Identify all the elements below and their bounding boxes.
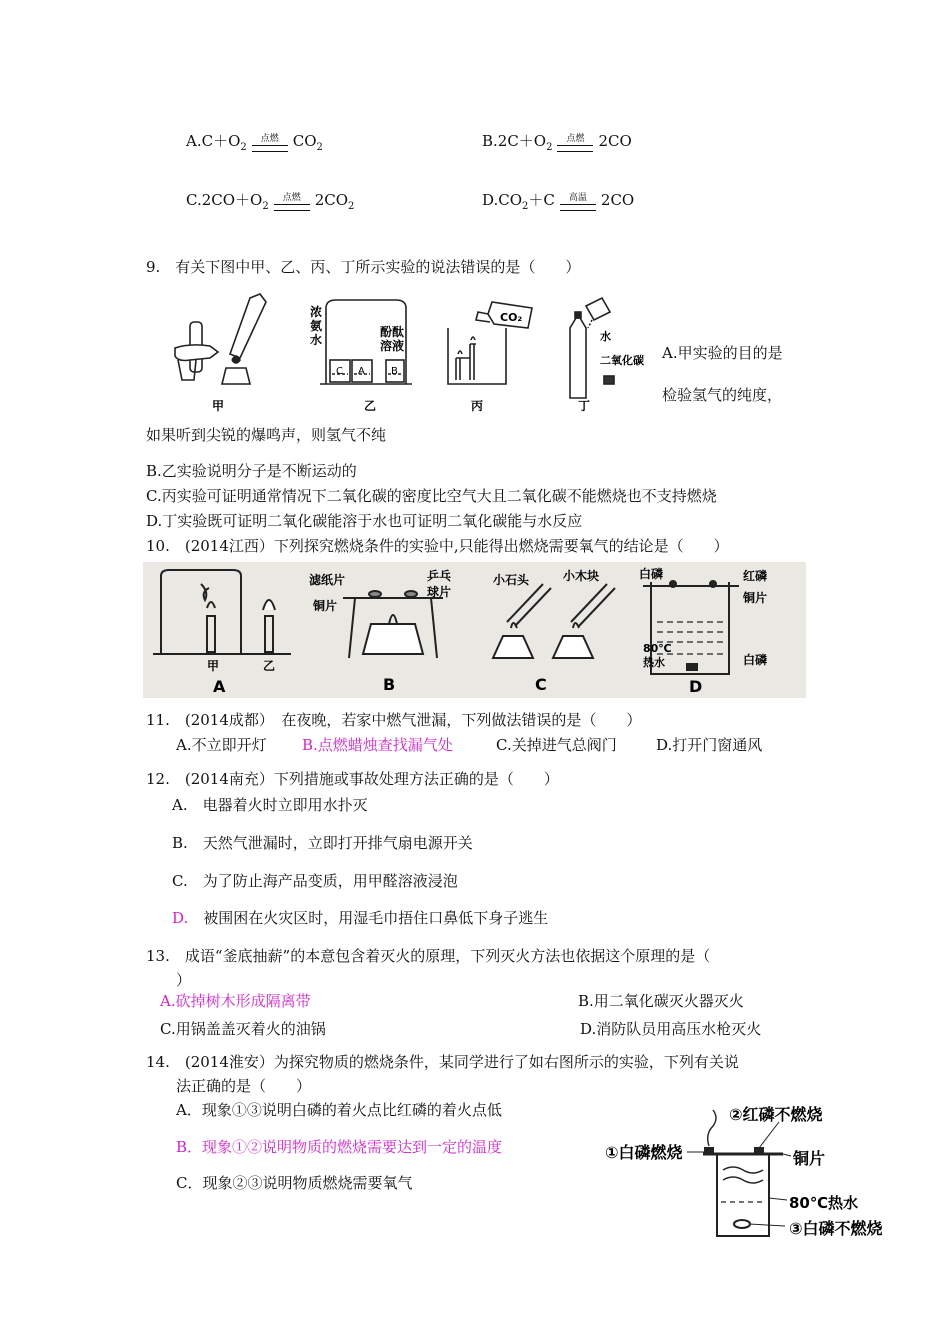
- q13-option-c: C.用锅盖盖灭着火的油锅: [160, 1020, 326, 1038]
- q10-fig-A: A: [213, 677, 226, 696]
- q11-stem: 11. (2014成都） 在夜晚，若家中燃气泄漏，下列做法错误的是（ ）: [146, 711, 642, 729]
- q14-option-b: B．现象①②说明物质的燃烧需要达到一定的温度: [176, 1138, 503, 1156]
- q14-fig-white-no: ③白磷不燃烧: [789, 1219, 883, 1238]
- q9-fig-conc-2: 氨: [310, 319, 323, 333]
- q10-fig-hot2: 热水: [643, 656, 665, 669]
- q12-option-d: [172, 907, 548, 928]
- q9-label-jia: 甲: [212, 399, 225, 413]
- q10-fig-jia: 甲: [207, 659, 220, 673]
- q9-option-a-1: A.甲实验的目的是: [662, 344, 783, 362]
- q9-stem: 9. 有关下图中甲、乙、丙、丁所示实验的说法错误的是（ ）: [146, 258, 581, 276]
- q12-option-c: C. 为了防止海产品变质，用甲醛溶液浸泡: [172, 872, 458, 890]
- q14-fig-red: ②红磷不燃烧: [729, 1105, 823, 1124]
- q11-option-c: C.关掉进气总阀门: [496, 736, 617, 754]
- q10-fig-pingpang: 乒乓: [427, 569, 452, 583]
- q10-figure: [143, 562, 806, 698]
- q14-fig-white: ①白磷燃烧: [605, 1143, 683, 1162]
- q12-option-d-text: 被围困在火灾区时，用湿毛巾捂住口鼻低下身子逃生: [188, 909, 549, 927]
- q8-option-d: $D.CO_2+C$ 高温 2CO: [482, 191, 635, 212]
- q9-fig-phenol-2: 溶液: [380, 339, 405, 353]
- q13-option-d: D.消防队员用高压水枪灭火: [580, 1020, 762, 1038]
- q10-fig-hot1: 80℃: [643, 642, 672, 655]
- q9-fig-beaker-a: A: [358, 366, 365, 377]
- q12-stem: 12. (2014南充）下列措施或事故处理方法正确的是（ ）: [146, 770, 559, 788]
- q10-fig-stone: 小石头: [493, 573, 530, 587]
- q14-stem: 14. (2014淮安）为探究物质的燃烧条件，某同学进行了如右图所示的实验，下列有关说: [146, 1053, 739, 1071]
- q10-fig-wood: 小木块: [563, 569, 600, 583]
- q9-fig-co2: CO₂: [500, 311, 523, 324]
- q9-fig-beaker-c: C: [336, 366, 343, 377]
- q9-fig-conc-3: 水: [310, 333, 323, 347]
- q13-stem-2: ）: [176, 971, 192, 989]
- q9-option-a-3: 如果听到尖锐的爆鸣声，则氢气不纯: [146, 426, 387, 444]
- q10-fig-D: D: [689, 677, 703, 696]
- q9-label-bing: 丙: [471, 399, 484, 413]
- q10-stem: 10. (2014江西）下列探究燃烧条件的实验中,只能得出燃烧需要氧气的结论是（ ）: [146, 537, 729, 555]
- q8-option-b: $B.2C+O_2$ 点燃 2CO: [482, 132, 632, 153]
- q10-fig-copper: 铜片: [743, 591, 768, 605]
- q13-stem: 13. 成语“釜底抽薪”的本意包含着灭火的原理，下列灭火方法也依据这个原理的是（: [146, 947, 711, 965]
- q9-option-b: B.乙实验说明分子是不断运动的: [146, 462, 357, 480]
- q10-fig-white2: 白磷: [743, 653, 768, 667]
- q14-option-c: C．现象②③说明物质燃烧需要氧气: [176, 1174, 413, 1192]
- q10-fig-qiupian: 球片: [427, 585, 452, 599]
- q10-fig-tong: 铜片: [313, 599, 338, 613]
- q10-fig-yi: 乙: [263, 659, 276, 673]
- q9-figure: [160, 288, 655, 413]
- q9-option-c: C.丙实验可证明通常情况下二氧化碳的密度比空气大且二氧化碳不能燃烧也不支持燃烧: [146, 487, 717, 505]
- q13-option-a: A.砍掉树木形成隔离带: [160, 992, 311, 1010]
- q11-option-a: A.不立即开灯: [176, 736, 267, 754]
- q11-option-b: B.点燃蜡烛查找漏气处: [302, 736, 453, 754]
- q12-option-d-letter: D.: [172, 909, 189, 927]
- q12-option-a: A. 电器着火时立即用水扑灭: [172, 796, 368, 814]
- q9-label-yi: 乙: [364, 399, 377, 413]
- q10-fig-C: C: [535, 675, 547, 694]
- q8-option-a: $A.C+O_2$ 点燃 $CO_2$: [186, 132, 323, 153]
- q14-fig-water: 80℃热水: [789, 1194, 859, 1212]
- q12-option-b: B. 天然气泄漏时，立即打开排气扇电源开关: [172, 834, 473, 852]
- q8-option-c: $C.2CO+O_2$ 点燃 $2CO_2$: [186, 191, 355, 212]
- q10-fig-B: B: [383, 675, 396, 694]
- q10-fig-red: 红磷: [743, 569, 768, 583]
- q9-fig-water: 水: [600, 330, 611, 343]
- q14-stem-2: 法正确的是（ ）: [176, 1077, 312, 1095]
- q10-fig-lvzhi: 滤纸片: [309, 573, 346, 587]
- q9-fig-phenol-1: 酚酞: [380, 325, 405, 339]
- q10-fig-white: 白磷: [639, 567, 664, 581]
- q13-option-b: B.用二氧化碳灭火器灭火: [578, 992, 744, 1010]
- q9-option-d: D.丁实验既可证明二氧化碳能溶于水也可证明二氧化碳能与水反应: [146, 512, 583, 530]
- q14-figure: [605, 1100, 895, 1244]
- q9-label-ding: 丁: [578, 399, 591, 413]
- q9-fig-beaker-b: B: [391, 366, 398, 377]
- q14-fig-copper: 铜片: [793, 1149, 826, 1168]
- q9-fig-co2-cn: 二氧化碳: [600, 354, 644, 367]
- q9-fig-conc-1: 浓: [310, 305, 323, 319]
- q14-option-a: A．现象①③说明白磷的着火点比红磷的着火点低: [176, 1101, 502, 1119]
- q9-option-a-2: 检验氢气的纯度，: [662, 386, 783, 404]
- q11-option-d: D.打开门窗通风: [656, 736, 763, 754]
